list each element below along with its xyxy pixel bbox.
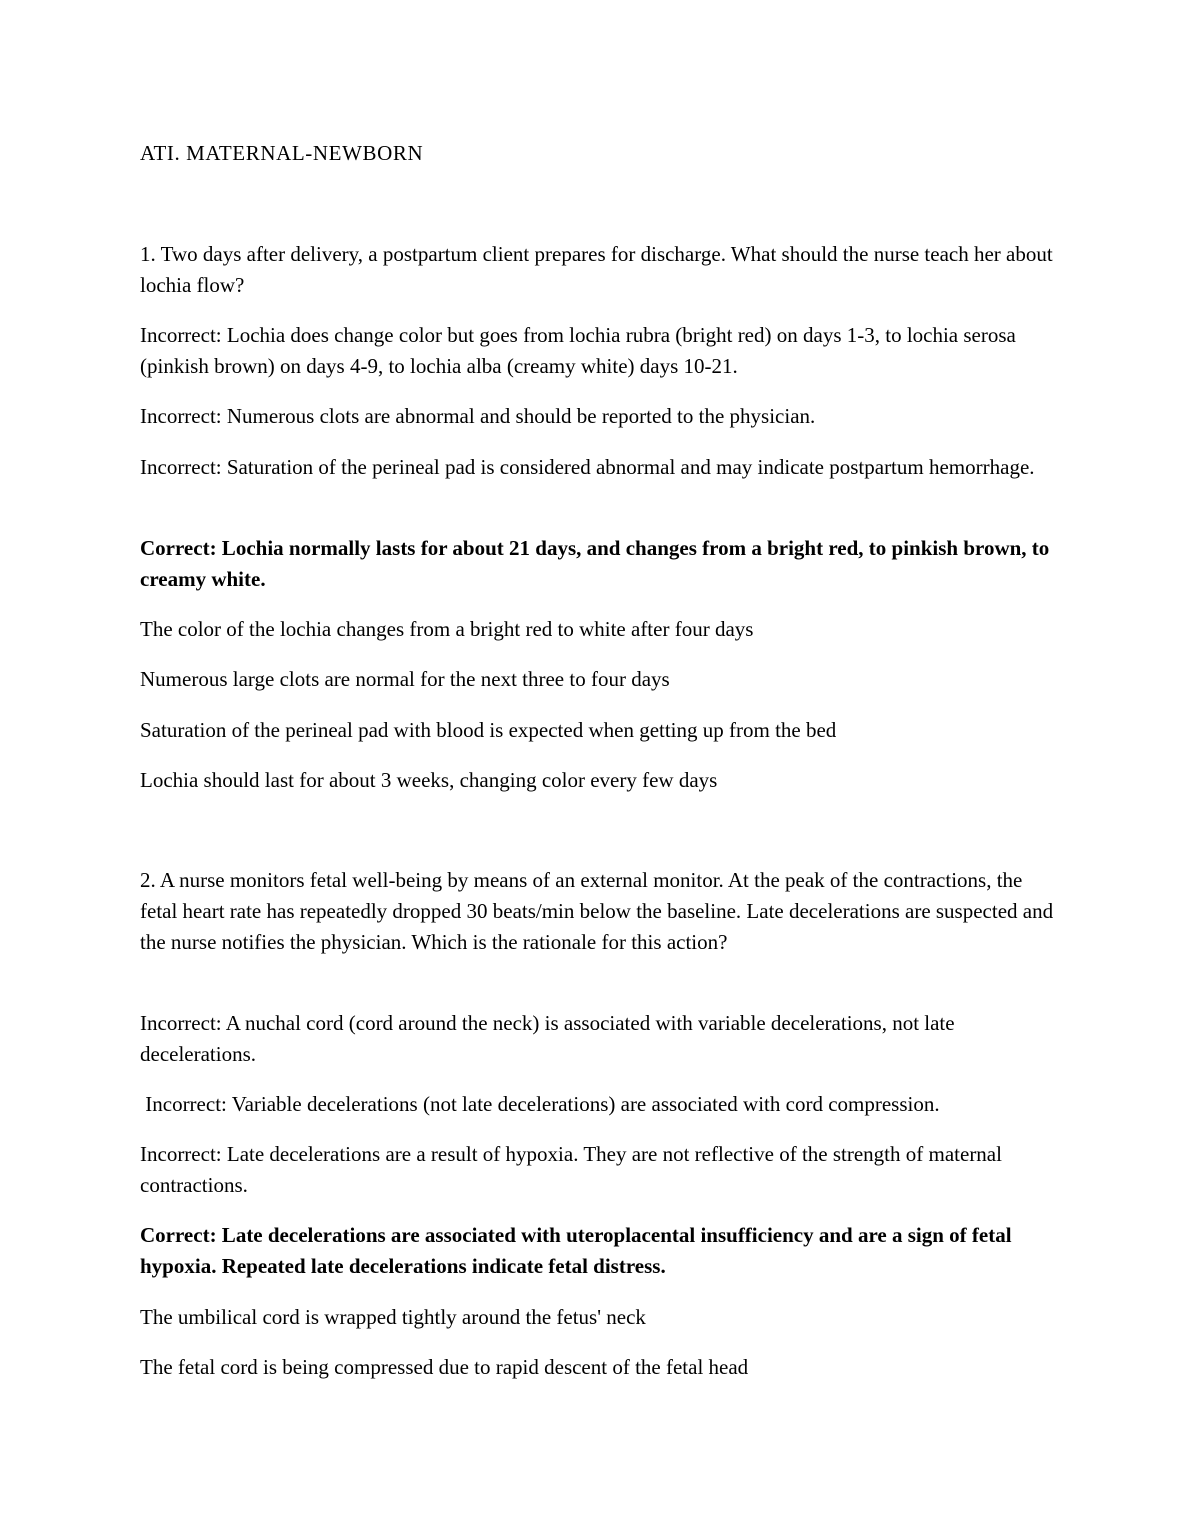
q1-option-2: Numerous large clots are normal for the next three to four days: [140, 667, 670, 691]
q1-rationale-1: Incorrect: Lochia does change color but goes from lochia rubra (bright red) on days 1-3, to lochia serosa (pinkish brown) on days 4-9, to lochia alba (creamy white) days 10-21.: [140, 323, 1016, 378]
question-1-text: 1. Two days after delivery, a postpartum client prepares for discharge. What should the nurse teach her about lochia flow?: [140, 242, 1053, 297]
q1-option-1: The color of the lochia changes from a bright red to white after four days: [140, 617, 754, 641]
q1-option-3: Saturation of the perineal pad with blood is expected when getting up from the bed: [140, 718, 837, 742]
q2-rationale-1: Incorrect: A nuchal cord (cord around the neck) is associated with variable decelerations, not late decelerations.: [140, 1011, 955, 1066]
q1-rationale-3: Incorrect: Saturation of the perineal pad is considered abnormal and may indicate postpartum hemorrhage.: [140, 455, 1035, 479]
q1-correct-rationale: Correct: Lochia normally lasts for about 21 days, and changes from a bright red, to pinkish brown, to creamy white.: [140, 536, 1050, 591]
q2-correct-rationale: Correct: Late decelerations are associated with uteroplacental insufficiency and are a sign of fetal hypoxia. Repeated late decelerations indicate fetal distress.: [140, 1223, 1012, 1278]
q1-rationale-2: Incorrect: Numerous clots are abnormal and should be reported to the physician.: [140, 404, 816, 428]
question-2-text: 2. A nurse monitors fetal well-being by means of an external monitor. At the peak of the contractions, the fetal heart rate has repeatedly dropped 30 beats/min below the baseline. Late decelerations are suspected and the nurse notifies the physician. Which is the rationale for this action?: [140, 868, 1054, 954]
q2-option-1: The umbilical cord is wrapped tightly around the fetus' neck: [140, 1305, 646, 1329]
q1-option-4: Lochia should last for about 3 weeks, changing color every few days: [140, 768, 718, 792]
q2-rationale-3: Incorrect: Late decelerations are a result of hypoxia. They are not reflective of the strength of maternal contractions.: [140, 1142, 1002, 1197]
q2-option-2: The fetal cord is being compressed due to rapid descent of the fetal head: [140, 1355, 749, 1379]
q2-rationale-2: Incorrect: Variable decelerations (not late decelerations) are associated with cord compression.: [140, 1092, 940, 1116]
document-title: ATI. MATERNAL-NEWBORN: [140, 141, 424, 165]
